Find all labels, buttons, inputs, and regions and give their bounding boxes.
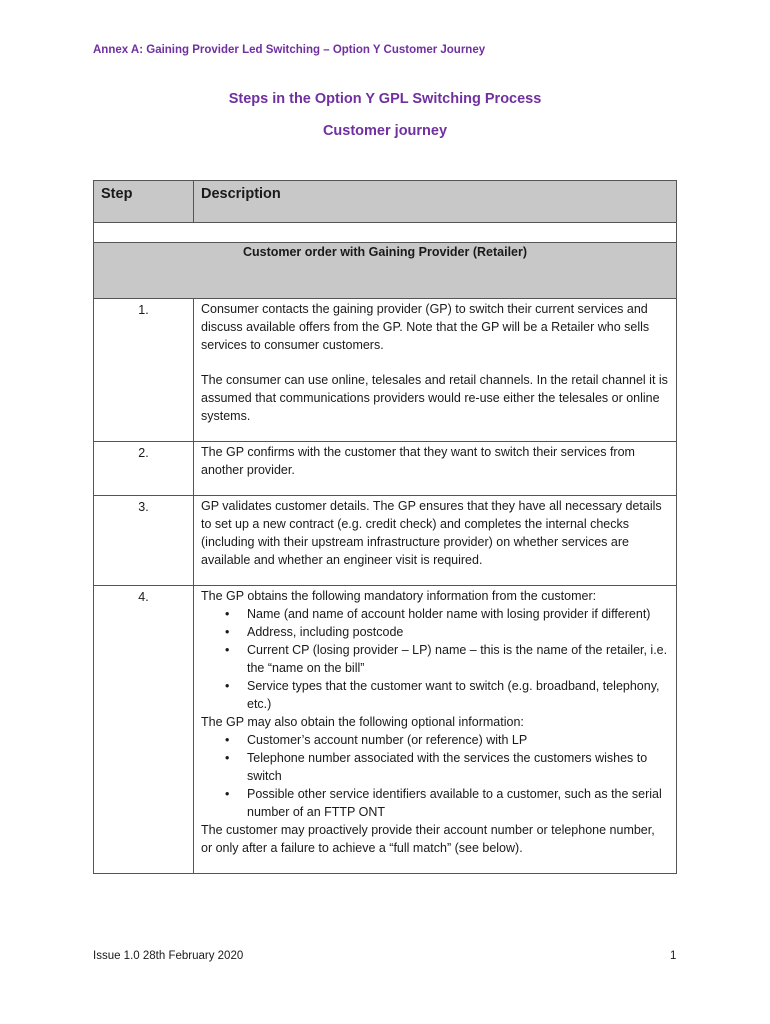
step-number: 4. <box>94 586 194 874</box>
optional-list <box>201 731 669 821</box>
table-header-row <box>94 181 677 223</box>
table-row <box>94 442 677 496</box>
page-title: Steps in the Option Y GPL Switching Process <box>228 91 542 107</box>
paragraph: The consumer can use online, telesales and retail channels. In the retail channel it is assumed that communications providers would re-use either the telesales or online systems. <box>201 373 668 423</box>
steps-table <box>93 180 677 874</box>
section-row <box>94 243 677 299</box>
paragraph: GP validates customer details. The GP ensures that they have all necessary details to set up a new contract (e.g. credit check) and completes the internal checks (including with their upstream infrastructure provider) on whether services are available and whether an engineer visit is required. <box>201 499 662 567</box>
table-row <box>94 299 677 442</box>
paragraph: Consumer contacts the gaining provider (GP) to switch their current services and discuss available offers from the GP. Note that the GP will be a Retailer who sells services to consumer customers. <box>201 302 650 352</box>
list-item: • Current CP (losing provider – LP) name – this is the name of the retailer, i.e. the “name on the bill” <box>247 641 669 677</box>
paragraph: The GP confirms with the customer that they want to switch their services from another provider. <box>201 445 635 477</box>
step-description <box>194 442 677 496</box>
list-item: • Customer’s account number (or reference) with LP <box>247 731 669 749</box>
step-number: 3. <box>94 496 194 586</box>
header-description: Description <box>194 181 677 223</box>
list-item: • Address, including postcode <box>247 623 669 641</box>
table-row <box>94 496 677 586</box>
step-description <box>194 299 677 442</box>
mandatory-list <box>201 605 669 713</box>
list-item: • Name (and name of account holder name with losing provider if different) <box>247 605 669 623</box>
step-number: 2. <box>94 442 194 496</box>
step-description <box>194 586 677 874</box>
list-item: • Service types that the customer want to switch (e.g. broadband, telephony, etc.) <box>247 677 669 713</box>
table-row <box>94 586 677 874</box>
page-number: 1 <box>670 950 677 962</box>
step-number: 1. <box>94 299 194 442</box>
list-item: • Telephone number associated with the services the customers wishes to switch <box>247 749 669 785</box>
blank-row <box>94 223 677 243</box>
mandatory-intro: The GP obtains the following mandatory information from the customer: <box>201 589 597 603</box>
page-subtitle: Customer journey <box>322 123 448 139</box>
list-item: • Possible other service identifiers available to a customer, such as the serial number of an FTTP ONT <box>247 785 669 821</box>
closing-note: The customer may proactively provide their account number or telephone number, or only after a failure to achieve a “full match” (see below). <box>201 823 655 855</box>
step-description <box>194 496 677 586</box>
header-note: Annex A: Gaining Provider Led Switching – Option Y Customer Journey <box>93 44 486 56</box>
footer-issue: Issue 1.0 28th February 2020 <box>93 950 244 962</box>
header-step: Step <box>94 181 194 223</box>
section-title: Customer order with Gaining Provider (Retailer) <box>94 243 677 299</box>
optional-intro: The GP may also obtain the following optional information: <box>201 715 524 729</box>
